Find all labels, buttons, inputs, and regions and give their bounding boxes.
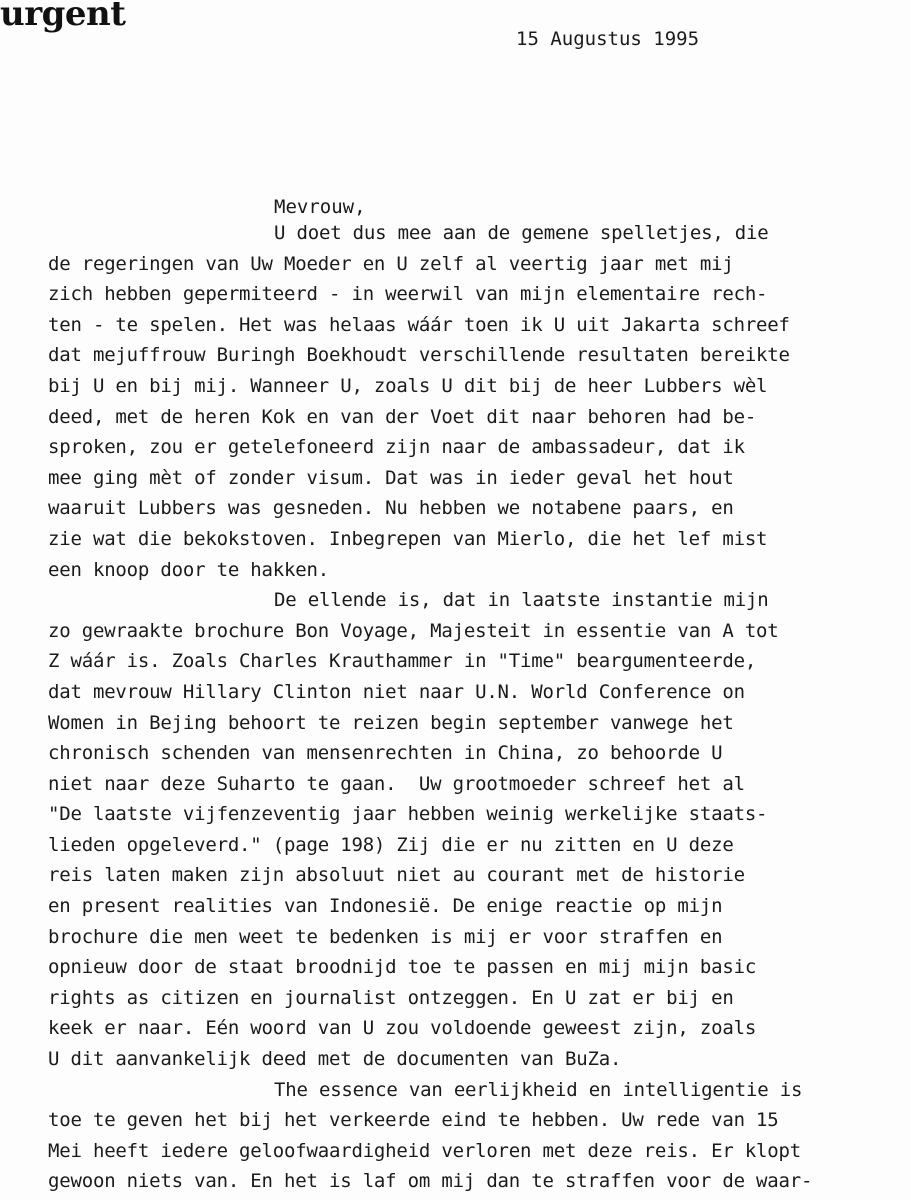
letter-line: reis laten maken zijn absoluut niet au courant met de historie [48,864,745,887]
letter-line: Mei heeft iedere geloofwaardigheid verloren met deze reis. Er klopt [48,1139,802,1162]
letter-body [0,218,910,1197]
letter-line: rights as citizen en journalist ontzeggen. En U zat er bij en [48,986,734,1009]
letter-line: U dit aanvankelijk deed met de documenten van BuZa. [48,1048,622,1071]
letter-line: De ellende is, dat in laatste instantie mijn [274,589,769,612]
letter-line: de regeringen van Uw Moeder en U zelf al veertig jaar met mij [48,252,734,275]
letter-line: en present realities van Indonesië. De enige reactie op mijn [48,895,723,918]
letter-line: waaruit Lubbers was gesneden. Nu hebben we notabene paars, en [48,497,734,520]
letter-line: U doet dus mee aan de gemene spelletjes, die [274,222,769,244]
letter-line: zich hebben gepermiteerd - in weerwil van mijn elementaire rech- [48,283,768,306]
letter-line: opnieuw door de staat broodnijd toe te passen en mij mijn basic [48,956,757,979]
letter-line: bij U en bij mij. Wanneer U, zoals U dit bij de heer Lubbers wèl [48,374,768,397]
letter-line: Z wáár is. Zoals Charles Krauthammer in "Time" beargumenteerde, [48,650,757,673]
letter-line: brochure die men weet te bedenken is mij er voor straffen en [48,925,723,948]
letter-line: dat mejuffrouw Buringh Boekhoudt verschillende resultaten bereikte [48,344,790,367]
letter-line: deed, met de heren Kok en van der Voet dit naar behoren had be- [48,405,757,428]
letter-line: gewoon niets van. En het is laf om mij dan te straffen voor de waar- [48,1170,813,1193]
salutation: Mevrouw, [274,196,366,218]
letter-line: keek er naar. Eén woord van U zou voldoende geweest zijn, zoals [48,1017,757,1040]
letter-date: 15 Augustus 1995 [516,28,700,50]
letter-line: The essence van eerlijkheid en intelligentie is [274,1078,803,1101]
letter-line: chronisch schenden van mensenrechten in China, zo behoorde U [48,742,723,765]
letter-line: lieden opgeleverd." (page 198) Zij die er nu zitten en U deze [48,833,734,856]
letter-line: ten - te spelen. Het was helaas wáár toen ik U uit Jakarta schreef [48,313,790,336]
letter-line: sproken, zou er getelefoneerd zijn naar de ambassadeur, dat ik [48,436,745,459]
letter-line: zie wat die bekokstoven. Inbegrepen van Mierlo, die het lef mist [48,527,768,550]
letter-line: niet naar deze Suharto te gaan. Uw grootmoeder schreef het al [48,772,745,795]
letter-line: toe te geven het bij het verkeerde eind te hebben. Uw rede van 15 [48,1109,779,1132]
letter-line: Women in Bejing behoort te reizen begin september vanwege het [48,711,734,734]
urgent-stamp: urgent [0,0,126,34]
letter-line: dat mevrouw Hillary Clinton niet naar U.N. World Conference on [48,680,745,703]
letter-line: zo gewraakte brochure Bon Voyage, Majesteit in essentie van A tot [48,619,779,642]
letter-line: mee ging mèt of zonder visum. Dat was in ieder geval het hout [48,466,734,489]
letter-line: een knoop door te hakken. [48,558,329,581]
letter-line: "De laatste vijfenzeventig jaar hebben weinig werkelijke staats- [48,803,768,826]
